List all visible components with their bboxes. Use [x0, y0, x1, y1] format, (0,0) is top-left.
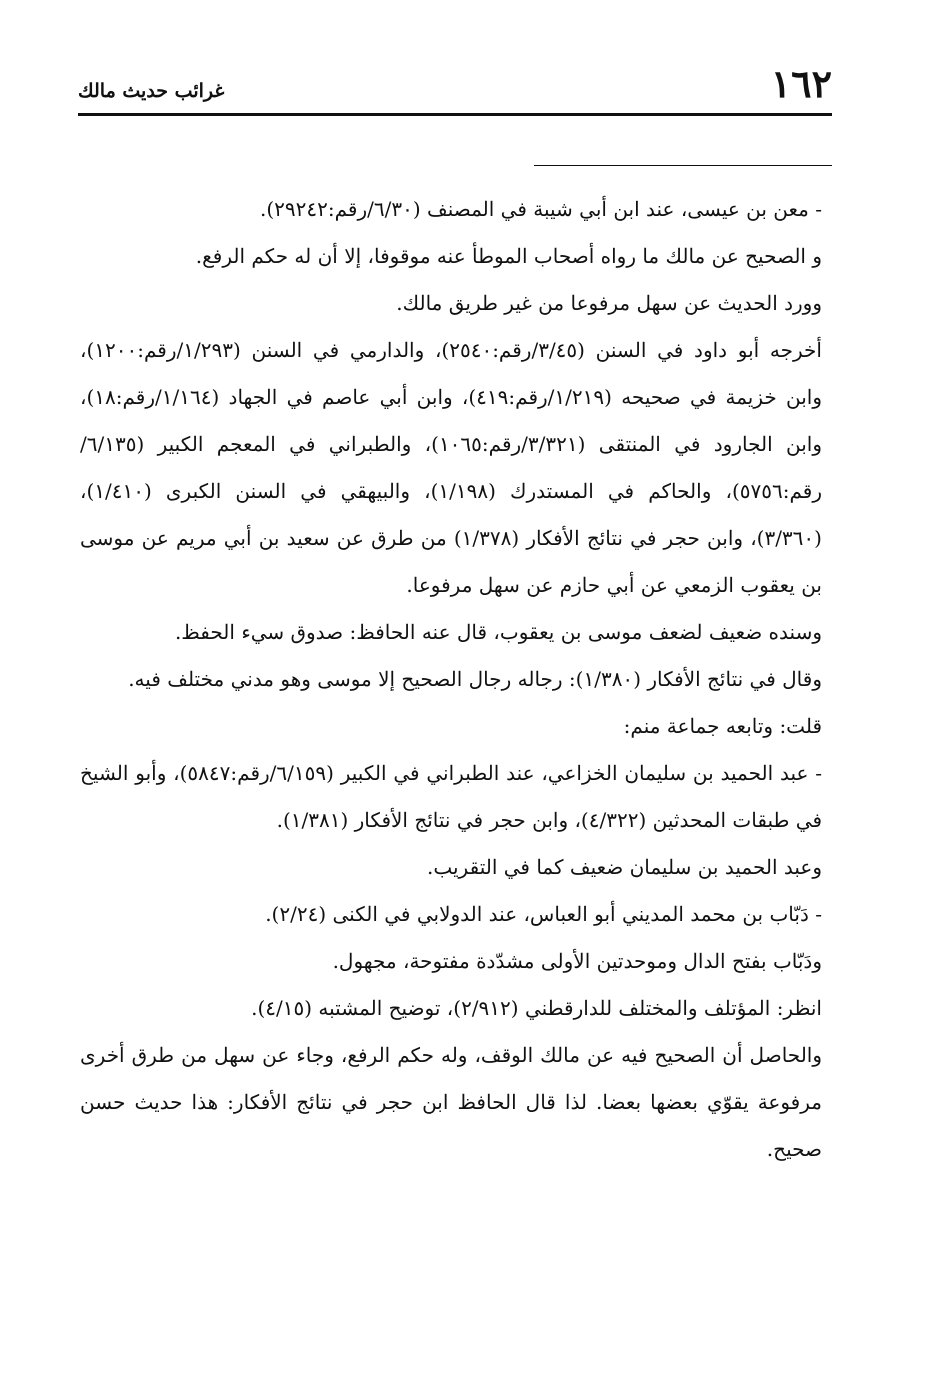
running-title: غرائب حديث مالك	[78, 80, 225, 102]
footnote-paragraph: والحاصل أن الصحيح فيه عن مالك الوقف، وله حكم الرفع، وجاء عن سهل من طرق أخرى مرفوعة يقوّي بعضها بعضا. لذا قال الحافظ ابن حجر في نتائج الأفكار: هذا حديث حسن صحيح.	[80, 1043, 823, 1161]
footnote-paragraph: ودَبّاب بفتح الدال وموحدتين الأولى مشدّدة مفتوحة، مجهول.	[332, 949, 822, 973]
footnote-paragraph: وقال في نتائج الأفكار (١/٣٨٠): رجاله رجال الصحيح إلا موسى وهو مدني مختلف فيه.	[128, 667, 822, 691]
footnote-paragraph: انظر: المؤتلف والمختلف للدارقطني (٢/٩١٢)، توضيح المشتبه (٤/١٥).	[251, 996, 822, 1020]
footnote-rule	[534, 165, 832, 166]
page-number: ١٦٢	[770, 61, 832, 106]
footnote-paragraph: قلت: وتابعه جماعة منم:	[623, 714, 822, 738]
footnote-paragraph: و الصحيح عن مالك ما رواه أصحاب الموطأ عنه موقوفا، إلا أن له حكم الرفع.	[195, 244, 822, 268]
footnote-paragraph: - معن بن عيسى، عند ابن أبي شيبة في المصنف (٦/٣٠/رقم:٢٩٢٤٢).	[259, 197, 822, 221]
footnote-paragraph: وعبد الحميد بن سليمان ضعيف كما في التقريب.	[426, 855, 822, 879]
header-rule	[78, 113, 832, 116]
footnote-paragraph: وسنده ضعيف لضعف موسى بن يعقوب، قال عنه الحافظ: صدوق سيء الحفظ.	[174, 620, 822, 644]
footnote-paragraph: - عبد الحميد بن سليمان الخزاعي، عند الطبراني في الكبير (٦/١٥٩/رقم:٥٨٤٧)، وأبو الشيخ في طبقات المحدثين (٤/٣٢٢)، وابن حجر في نتائج الأفكار (١/٣٨١).	[80, 761, 823, 832]
footnote-body	[80, 186, 822, 1173]
page-header	[78, 60, 832, 114]
footnote-paragraph: - دَبّاب بن محمد المديني أبو العباس، عند الدولابي في الكنى (٢/٢٤).	[265, 902, 822, 926]
footnote-paragraph: وورد الحديث عن سهل مرفوعا من غير طريق مالك.	[396, 291, 822, 315]
footnote-paragraph: أخرجه أبو داود في السنن (٣/٤٥/رقم:٢٥٤٠)، والدارمي في السنن (١/٢٩٣/رقم:١٢٠٠)، وابن خزيمة في صحيحه (١/٢١٩/رقم:٤١٩)، وابن أبي عاصم في الجهاد (١/١٦٤/رقم:١٨)، وابن الجارود في المنتقى (٣/٣٢١/رقم:١٠٦٥)، والطبراني في المعجم الكبير (٦/١٣٥/رقم:٥٧٥٦)، والحاكم في المستدرك (١/١٩٨)، والبيهقي في السنن الكبرى (١/٤١٠)، (٣/٣٦٠)، وابن حجر في نتائج الأفكار (١/٣٧٨) من طرق عن سعيد بن أبي مريم عن موسى بن يعقوب الزمعي عن أبي حازم عن سهل مرفوعا.	[80, 338, 822, 597]
